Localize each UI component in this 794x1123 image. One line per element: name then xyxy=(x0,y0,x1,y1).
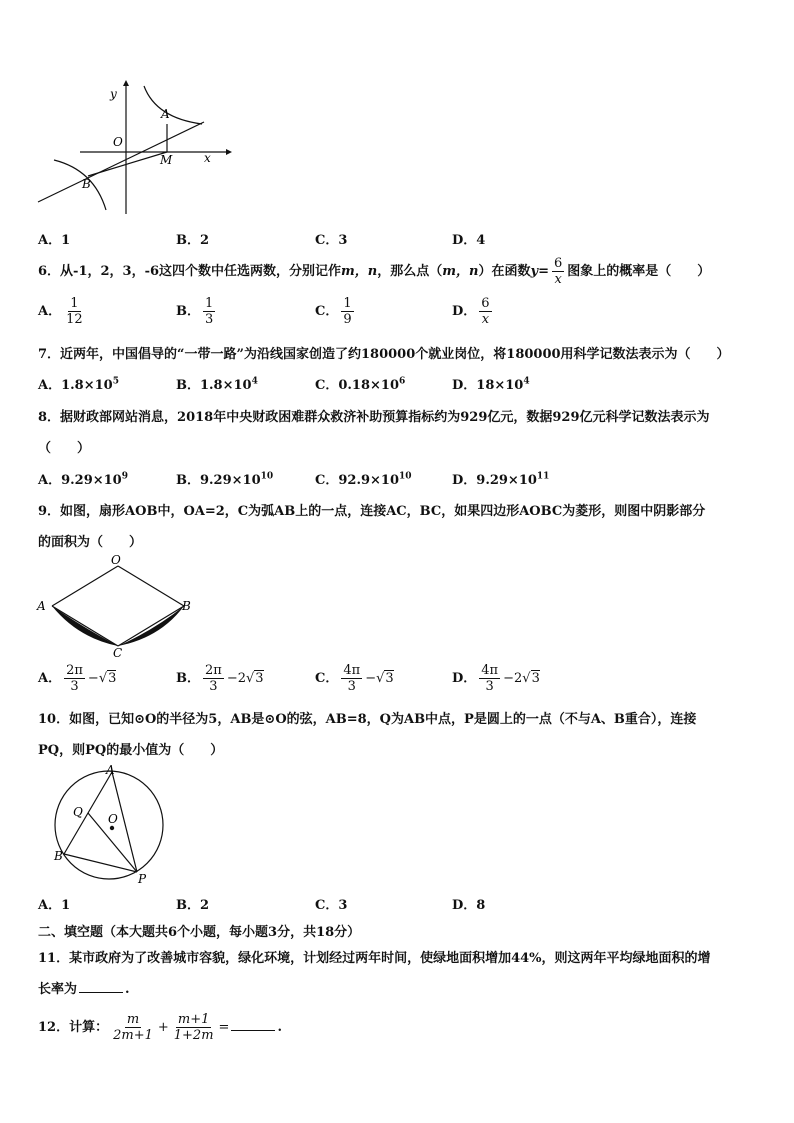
q7-option-d-exp: 4 xyxy=(523,376,530,387)
q9-figure xyxy=(34,554,194,658)
q9-option-d-fraction xyxy=(479,663,500,694)
hyperbola-branch-1 xyxy=(144,86,202,124)
x-axis-arrow xyxy=(226,149,232,155)
segment-oa xyxy=(52,566,118,606)
q7-option-c-exp: 6 xyxy=(399,376,406,387)
q12-f1-num: m xyxy=(126,1012,140,1027)
q11-stem-cont: 长率为 xyxy=(38,982,78,997)
q9-option-c-tail: − xyxy=(365,671,377,686)
q6-func-den: x xyxy=(554,272,562,287)
q6-option-b-fraction xyxy=(203,296,215,327)
q8-option-d[interactable] xyxy=(452,469,549,488)
q9-option-d-num: 4π xyxy=(481,663,499,678)
q11-answer-blank[interactable] xyxy=(79,992,123,993)
q9-option-a-num: 2π xyxy=(66,663,83,678)
q10-stem: 10．如图，已知⊙O的半径为5，AB是⊙O的弦，AB=8，Q为AB中点，P是圆上的一点（不与A、B重合），连接 xyxy=(38,712,697,727)
q6-option-b[interactable] xyxy=(176,296,218,327)
section2-heading: 二、填空题（本大题共6个小题，每小题3分，共18分） xyxy=(38,925,361,940)
q9-option-c-fraction xyxy=(341,663,362,694)
q5-option-c[interactable]: C．3 xyxy=(315,233,348,248)
q9-option-c[interactable]: C． $\frac{4\pi}{3}$ −√3 xyxy=(315,663,394,694)
q9-option-b-label: B． xyxy=(176,671,200,686)
label-p: P xyxy=(138,872,147,886)
label-m: M xyxy=(160,153,173,167)
q8-option-c-base: C．92.9×10 xyxy=(315,473,399,488)
q8-option-a[interactable] xyxy=(38,469,128,488)
q6-option-a[interactable] xyxy=(38,296,88,327)
q11-stem-line2 xyxy=(38,978,130,997)
q9-option-a-label: A． xyxy=(38,671,62,686)
q7-option-c-base: C．0.18×10 xyxy=(315,378,399,393)
label-x: x xyxy=(204,151,211,165)
q6-stem-pre: 6．从-1，2，3，-6这四个数中任选两数，分别记作 xyxy=(38,264,342,279)
q9-option-b-num: 2π xyxy=(205,663,222,678)
q9-option-b-fraction xyxy=(203,663,224,694)
q9-option-c-den: 3 xyxy=(347,679,356,694)
q8-option-b-exp: 10 xyxy=(260,471,274,482)
q6-stem-post: 图象上的概率是（ ） xyxy=(567,264,711,279)
segment-bp xyxy=(64,854,137,872)
q6-option-b-label: B． xyxy=(176,304,200,319)
q6-stem-mn: m，n xyxy=(341,264,378,279)
q6-func-fraction xyxy=(552,256,564,287)
q6-option-a-label: A． xyxy=(38,304,62,319)
segment-bc xyxy=(118,606,184,646)
q9-stem: 9．如图，扇形AOB中，OA=2，C为弧AB上的一点，连接AC，BC，如果四边形AOBC为菱形，则图中阴影部分 xyxy=(38,504,706,519)
q10-figure xyxy=(50,762,170,886)
q12-line xyxy=(38,1012,282,1043)
label-b: B xyxy=(82,177,91,191)
q6-option-a-den: 12 xyxy=(66,312,83,327)
q6-option-c-den: 9 xyxy=(343,312,352,327)
q9-option-a-tail: − xyxy=(87,671,99,686)
label-q: Q xyxy=(73,805,83,819)
q6-option-a-num: 1 xyxy=(70,296,79,311)
q12-label: 12．计算： xyxy=(38,1020,109,1035)
q7-option-b[interactable] xyxy=(176,374,258,393)
segment-ac xyxy=(52,606,118,646)
q7-option-a[interactable] xyxy=(38,374,119,393)
q12-f1-den: 2m+1 xyxy=(113,1028,153,1043)
line-ab xyxy=(38,122,204,202)
q9-option-d-label: D． xyxy=(452,671,477,686)
label-o: O xyxy=(113,135,123,149)
segment-bm xyxy=(88,152,167,176)
q8-option-a-exp: 9 xyxy=(121,471,128,482)
q6-stem xyxy=(38,256,710,287)
q8-option-d-exp: 11 xyxy=(536,471,550,482)
q6-option-c[interactable] xyxy=(315,296,357,327)
q9-option-d-den: 3 xyxy=(485,679,494,694)
q10-option-c[interactable]: C．3 xyxy=(315,898,348,913)
q10-option-a[interactable]: A．1 xyxy=(38,898,71,913)
q8-option-b[interactable] xyxy=(176,469,273,488)
q8-stem-cont: （ ） xyxy=(38,441,91,456)
q12-fraction-1 xyxy=(111,1012,155,1043)
q6-stem-point: m，n xyxy=(442,264,479,279)
q6-option-d-num: 6 xyxy=(481,296,490,311)
q9-option-b-rad: 3 xyxy=(255,671,264,686)
q6-option-c-num: 1 xyxy=(343,296,352,311)
q8-option-c[interactable] xyxy=(315,469,412,488)
q10-option-b[interactable]: B．2 xyxy=(176,898,210,913)
q9-stem-cont: 的面积为（ ） xyxy=(38,535,143,550)
hyperbola-branch-2 xyxy=(54,160,106,210)
label-b: B xyxy=(54,849,63,863)
q9-option-b-den: 3 xyxy=(209,679,218,694)
q6-option-c-label: C． xyxy=(315,304,339,319)
q6-func-eq: = xyxy=(538,264,549,279)
q11-tail: . xyxy=(125,982,130,997)
label-b: B xyxy=(182,599,191,613)
q7-option-d-base: D．18×10 xyxy=(452,378,524,393)
q8-option-a-base: A．9.29×10 xyxy=(38,473,122,488)
q6-stem-mid2: ）在函数 xyxy=(478,264,531,279)
q9-option-a-fraction xyxy=(64,663,85,694)
q7-option-b-base: B．1.8×10 xyxy=(176,378,252,393)
q7-option-c[interactable] xyxy=(315,374,405,393)
q9-option-c-rad: 3 xyxy=(385,671,394,686)
q12-fraction-2 xyxy=(172,1012,216,1043)
label-a: A xyxy=(161,107,170,121)
q12-tail: . xyxy=(277,1020,282,1035)
q9-option-d[interactable]: D． $\frac{4\pi}{3}$ −2√3 xyxy=(452,663,540,694)
q9-option-a-rad: 3 xyxy=(108,671,117,686)
q6-func-y: y xyxy=(530,264,539,279)
q6-option-a-fraction xyxy=(64,296,85,327)
q7-stem: 7．近两年，中国倡导的“一带一路”为沿线国家创造了约180000个就业岗位，将180000用科学记数法表示为（ ） xyxy=(38,347,730,362)
center-dot xyxy=(110,826,114,830)
q8-option-b-base: B．9.29×10 xyxy=(176,473,261,488)
q6-option-b-num: 1 xyxy=(205,296,214,311)
label-a: A xyxy=(37,599,46,613)
q9-option-c-label: C． xyxy=(315,671,339,686)
q6-stem-mid: ，那么点（ xyxy=(377,264,443,279)
label-y: y xyxy=(110,87,117,101)
q9-option-a[interactable]: A． $\frac{2\pi}{3}$ −√3 xyxy=(38,663,117,694)
q8-stem: 8．据财政部网站消息，2018年中央财政困难群众救济补助预算指标约为929亿元，数据929亿元科学记数法表示为 xyxy=(38,410,710,425)
q9-option-d-rad: 3 xyxy=(531,671,540,686)
q5-option-a[interactable]: A．1 xyxy=(38,233,71,248)
q6-func-num: 6 xyxy=(553,256,563,271)
q6-option-c-fraction xyxy=(341,296,353,327)
q8-option-d-base: D．9.29×10 xyxy=(452,473,537,488)
label-a: A xyxy=(106,763,115,777)
q7-option-d[interactable] xyxy=(452,374,530,393)
q5-option-b[interactable]: B．2 xyxy=(176,233,210,248)
q10-stem-cont: PQ，则PQ的最小值为（ ） xyxy=(38,743,224,758)
q7-option-a-exp: 5 xyxy=(112,376,119,387)
q7-option-a-base: A．1.8×10 xyxy=(38,378,113,393)
q6-option-d[interactable] xyxy=(452,296,495,327)
q9-option-d-tail: −2 xyxy=(503,671,523,686)
q6-option-d-label: D． xyxy=(452,304,477,319)
segment-ob xyxy=(118,566,184,606)
q12-f2-num: m+1 xyxy=(177,1012,210,1027)
label-o: O xyxy=(108,812,118,826)
q7-option-b-exp: 4 xyxy=(251,376,258,387)
q5-option-d[interactable]: D．4 xyxy=(452,233,486,248)
label-c: C xyxy=(113,646,123,658)
q6-option-d-fraction xyxy=(479,296,491,327)
q8-option-c-exp: 10 xyxy=(399,471,412,482)
q6-option-b-den: 3 xyxy=(205,312,214,327)
label-o: O xyxy=(111,554,121,567)
q9-option-b-tail: −2 xyxy=(226,671,246,686)
q12-answer-blank[interactable] xyxy=(231,1030,275,1031)
q12-f2-den: 1+2m xyxy=(173,1028,214,1043)
q6-option-d-den: x xyxy=(481,312,490,327)
q11-stem: 11．某市政府为了改善城市容貌，绿化环境，计划经过两年时间，使绿地面积增加44%，则这两年平均绿地面积的增 xyxy=(38,951,711,966)
q12-eq: = xyxy=(218,1020,230,1035)
q9-option-a-den: 3 xyxy=(70,679,79,694)
q12-plus: + xyxy=(157,1020,169,1035)
q9-option-b[interactable]: B． $\frac{2\pi}{3}$ −2√3 xyxy=(176,663,264,694)
q9-option-c-num: 4π xyxy=(343,663,361,678)
q10-option-d[interactable]: D．8 xyxy=(452,898,486,913)
q5-graph xyxy=(34,78,234,218)
y-axis-arrow xyxy=(123,80,129,86)
